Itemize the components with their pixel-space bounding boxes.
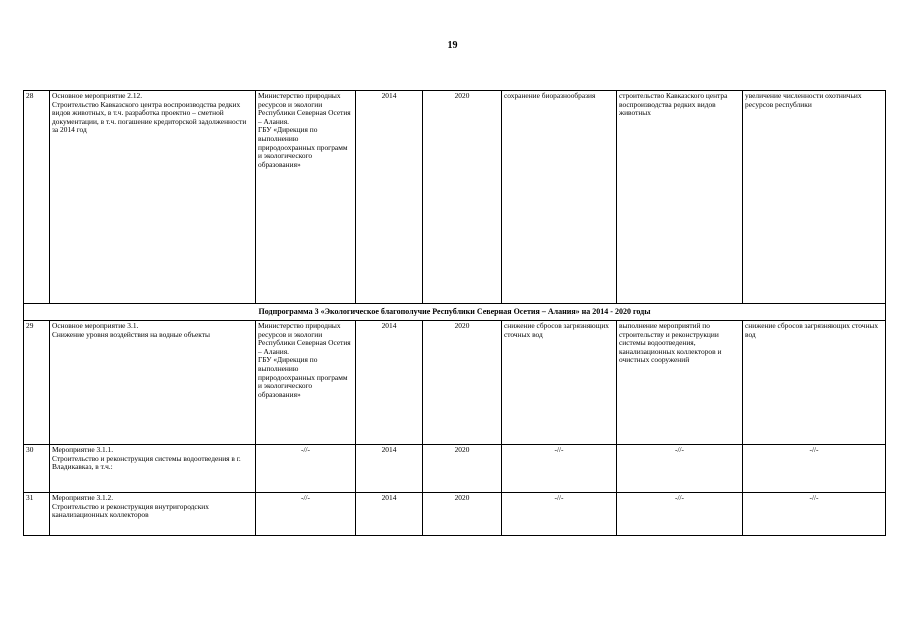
executor: -//-	[256, 493, 356, 536]
measure-name: Основное мероприятие 2.12. Строительство Кавказского центра воспроизводства редких видов животных, в т.ч. разработка проектно – сметной документации, в т.ч. погашение кредиторской задолженности за 2014 год	[50, 91, 256, 304]
row-number: 29	[24, 321, 50, 445]
row-number: 31	[24, 493, 50, 536]
target-indicator: снижение сбросов загрязняющих сточных вод	[743, 321, 886, 445]
expected-result: снижение сбросов загрязняющих сточных вод	[502, 321, 617, 445]
main-directions: -//-	[617, 493, 743, 536]
end-year: 2020	[423, 321, 502, 445]
subprogram-header-row	[24, 304, 886, 321]
main-directions: строительство Кавказского центра воспроизводства редких видов животных	[617, 91, 743, 304]
start-year: 2014	[356, 91, 423, 304]
start-year: 2014	[356, 493, 423, 536]
measure-name: Основное мероприятие 3.1. Снижение уровня воздействия на водные объекты	[50, 321, 256, 445]
expected-result: -//-	[502, 445, 617, 493]
table-row	[24, 445, 886, 493]
target-indicator: -//-	[743, 445, 886, 493]
program-table	[23, 90, 886, 536]
measure-name: Мероприятие 3.1.2. Строительство и реконструкция внутригородских канализационных коллекторов	[50, 493, 256, 536]
target-indicator: -//-	[743, 493, 886, 536]
target-indicator: увеличение численности охотничьих ресурсов республики	[743, 91, 886, 304]
subprogram-title: Подпрограмма 3 «Экологическое благополучие Республики Северная Осетия – Алания» на 2014 - 2020 годы	[24, 304, 886, 321]
main-directions: -//-	[617, 445, 743, 493]
executor: -//-	[256, 445, 356, 493]
main-directions: выполнение мероприятий по строительству и реконструкции системы водоотведения, канализационных коллекторов и очистных сооружений	[617, 321, 743, 445]
table-row	[24, 493, 886, 536]
start-year: 2014	[356, 321, 423, 445]
expected-result: сохранение биоразнообразия	[502, 91, 617, 304]
table-row	[24, 321, 886, 445]
row-number: 30	[24, 445, 50, 493]
row-number: 28	[24, 91, 50, 304]
end-year: 2020	[423, 445, 502, 493]
executor: Министерство природных ресурсов и экологии Республики Северная Осетия – Алания. ГБУ «Дирекция по выполнению природоохранных программ и экологического образования»	[256, 321, 356, 445]
executor: Министерство природных ресурсов и экологии Республики Северная Осетия – Алания. ГБУ «Дирекция по выполнению природоохранных программ и экологического образования»	[256, 91, 356, 304]
end-year: 2020	[423, 91, 502, 304]
table-row	[24, 91, 886, 304]
page-number: 19	[447, 40, 458, 51]
expected-result: -//-	[502, 493, 617, 536]
measure-name: Мероприятие 3.1.1. Строительство и реконструкция системы водоотведения в г. Владикавказ, в т.ч.:	[50, 445, 256, 493]
start-year: 2014	[356, 445, 423, 493]
end-year: 2020	[423, 493, 502, 536]
